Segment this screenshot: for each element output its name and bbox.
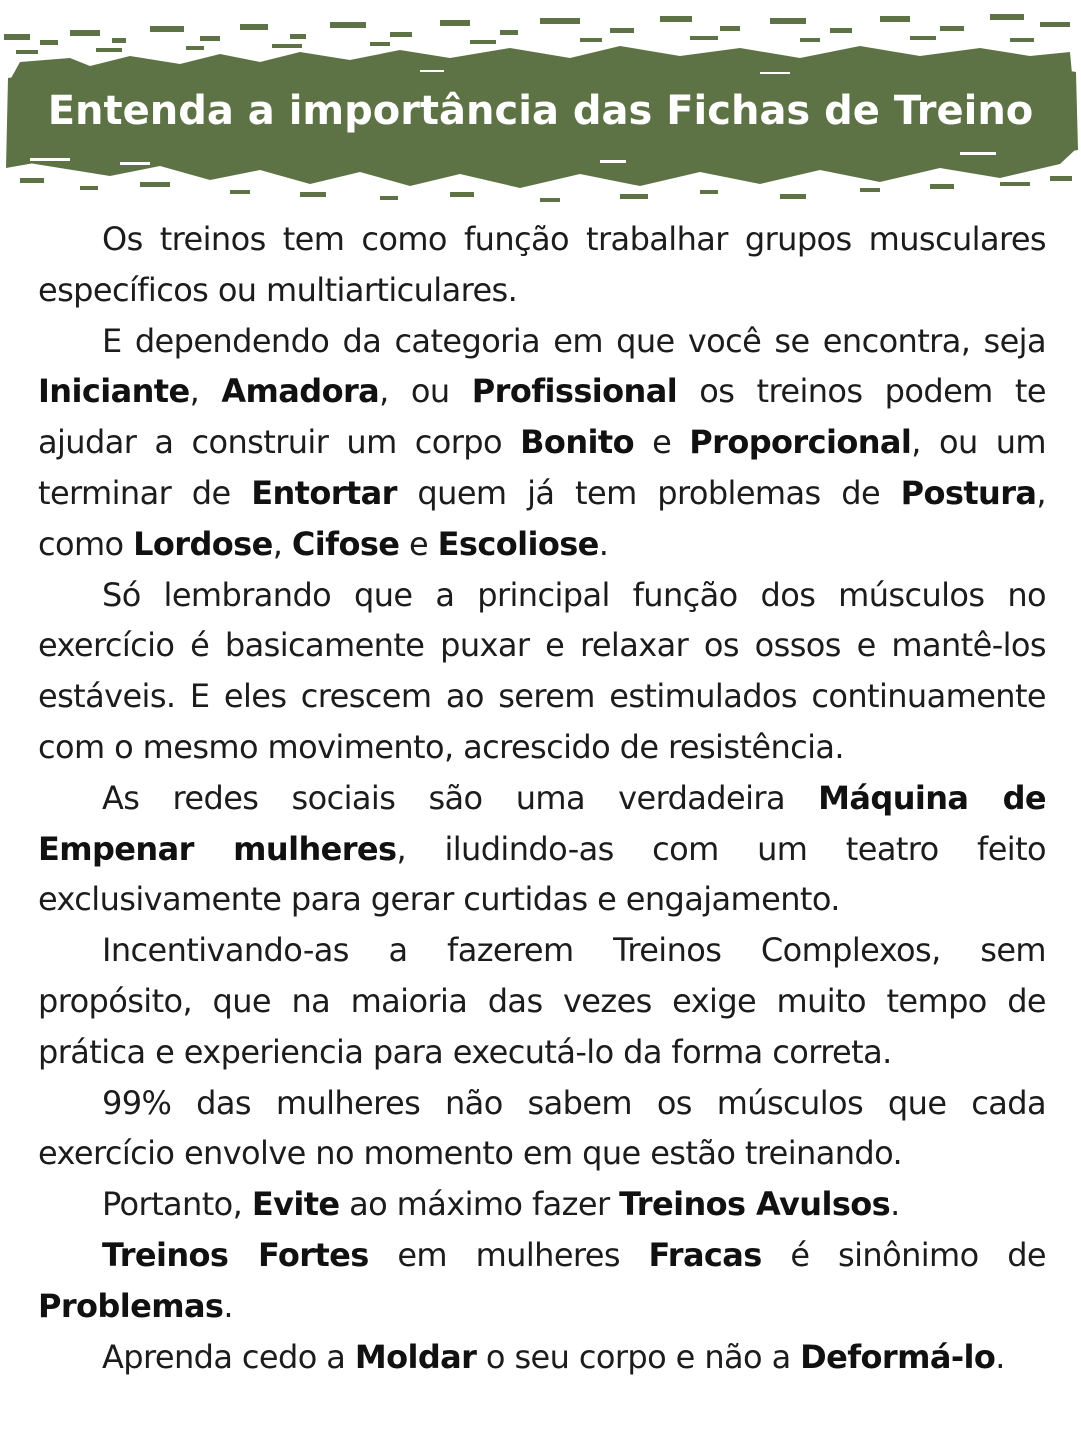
emphasis-text: Treinos Avulsos xyxy=(619,1185,891,1224)
paragraph xyxy=(38,570,1046,773)
emphasis-text: Evite xyxy=(251,1185,340,1224)
emphasis-text: Postura xyxy=(900,473,1037,512)
body-text: . xyxy=(598,524,609,563)
emphasis-text: Máquina de Empenar mulheres xyxy=(38,778,1046,868)
body-text: Só lembrando que a principal função dos músculos no exercício é basicamente puxar e relaxar os ossos e mantê-los estáveis. E eles crescem ao serem estimulados continuamente com o mesmo movimento, acrescido de resistência. xyxy=(38,575,1046,766)
body-text: em mulheres xyxy=(368,1235,649,1274)
emphasis-text: Cifose xyxy=(291,524,400,563)
emphasis-text: Proporcional xyxy=(689,423,912,462)
paragraph xyxy=(38,773,1046,925)
paragraph xyxy=(38,925,1046,1077)
emphasis-text: Profissional xyxy=(471,372,678,411)
body-text: o seu corpo e não a xyxy=(476,1337,801,1376)
emphasis-text: Bonito xyxy=(520,423,634,462)
emphasis-text: Deformá-lo xyxy=(800,1337,996,1376)
paragraph xyxy=(38,1332,1046,1383)
header-banner xyxy=(0,0,1081,210)
emphasis-text: Escoliose xyxy=(437,524,599,563)
emphasis-text: Amadora xyxy=(221,372,380,411)
emphasis-text: Problemas xyxy=(38,1286,224,1325)
page-title: Entenda a importância das Fichas de Treino xyxy=(47,88,1034,134)
paragraph xyxy=(38,214,1046,316)
paragraph xyxy=(38,1230,1046,1332)
paragraph xyxy=(38,1078,1046,1180)
body-text: Incentivando-as a fazerem Treinos Complexos, sem propósito, que na maioria das vezes exige muito tempo de prática e experiencia para executá-lo da forma correta. xyxy=(38,931,1046,1071)
body-text: quem já tem problemas de xyxy=(396,473,901,512)
body-text: , xyxy=(189,372,222,411)
body-text: , ou um terminar de xyxy=(38,423,1047,512)
paragraph xyxy=(38,316,1046,570)
emphasis-text: Entortar xyxy=(251,473,397,512)
body-text: os treinos podem te ajudar a construir um corpo xyxy=(38,372,1046,462)
body-text: e xyxy=(399,524,438,563)
body-text: é sinônimo de xyxy=(761,1235,1046,1274)
body-text: E dependendo da categoria em que você se encontra, seja xyxy=(102,321,1046,360)
body-text: . xyxy=(995,1337,1005,1376)
body-text: , iludindo-as com um teatro feito exclusivamente para gerar curtidas e engajamento. xyxy=(38,829,1046,919)
body-text: Aprenda cedo a xyxy=(102,1337,355,1376)
emphasis-text: Treinos Fortes xyxy=(102,1235,369,1274)
emphasis-text: Fracas xyxy=(648,1235,762,1274)
body-text: , xyxy=(272,524,292,563)
body-text: 99% das mulheres não sabem os músculos que cada exercício envolve no momento em que estão treinando. xyxy=(38,1083,1046,1173)
body-text: . xyxy=(223,1286,233,1325)
body-text: ao máximo fazer xyxy=(339,1185,620,1224)
body-text: As redes sociais são uma verdadeira xyxy=(102,778,819,817)
body-text: Portanto, xyxy=(102,1185,252,1224)
body-text: , como xyxy=(38,473,1046,563)
paragraph xyxy=(38,1179,1046,1230)
body-text: Os treinos tem como função trabalhar grupos musculares específicos ou multiarticulares. xyxy=(38,220,1046,309)
body-text: . xyxy=(890,1185,900,1224)
body-text: e xyxy=(633,423,690,462)
article-body xyxy=(38,214,1046,1382)
body-text: , ou xyxy=(379,372,472,411)
emphasis-text: Iniciante xyxy=(38,372,190,411)
emphasis-text: Lordose xyxy=(133,524,273,563)
emphasis-text: Moldar xyxy=(354,1337,477,1376)
